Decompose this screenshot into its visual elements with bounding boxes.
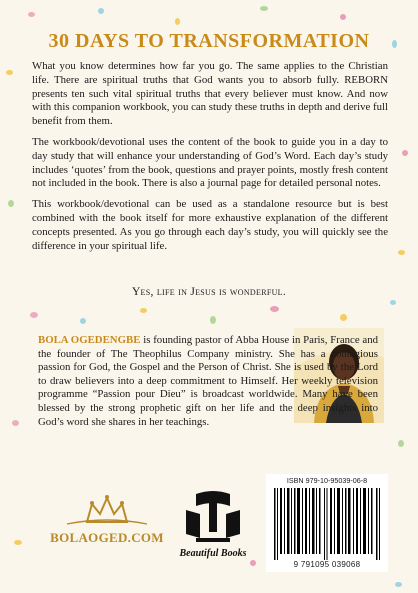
blurb-paragraph-3: This workbook/devotional can be used as a standalone resource but is best combined with the book itself for more exhaustive explanation of the different concepts presented. As you go through each day’s study, you will quickly see the difference in your spiritual life. — [32, 198, 388, 252]
isbn-barcode — [266, 474, 388, 572]
tagline: Yes, life in Jesus is wonderful. — [131, 286, 287, 298]
bolaoged-logo — [42, 490, 172, 560]
blurb-paragraph-1: What you know determines how far you go. The same applies to the Christian life. There are spiritual truths that God wants you to absorb fully. REBORN presents ten such vital spiritual truths that every believer must know. And now with this companion workbook, you can study these truths in depth and derive full benefit from them. — [32, 60, 388, 128]
barcode-icon — [266, 486, 388, 562]
author-bio — [38, 334, 378, 429]
back-cover-title: 30 DAYS TO TRANSFORMATION — [48, 30, 370, 52]
blurb-paragraph-2: The workbook/devotional uses the content of the book to guide you in a day to day study that will enhance your understanding of God’s Word. Each day’s study includes ‘quotes’ from the book, questions and prayer points, mostly fresh content not included in the book. There is also a journal page for detailed personal notes. — [32, 135, 388, 190]
publisher-name: Beautiful Books — [179, 548, 247, 559]
isbn-number: ISBN 979-10-95039-06-8 — [286, 476, 368, 485]
book-blurb — [32, 60, 388, 260]
publisher-logo — [178, 488, 248, 568]
book-stack-icon — [178, 488, 248, 548]
author-bio-text: is founding pastor of Abba House in Paris, France and the founder of The Theophilus Company ministry. She has a contagious passion for God, the Gospel and the Person of Christ. She is used by the Lord to draw believers into a deep commitment to Himself. Her weekly television programme “Passion pour Dieu” is broadcast worldwide. Many have been blessed by the strong prophetic gift on her life and the deep insights into God’s word she shares in her teachings. — [38, 334, 379, 428]
barcode-digits: 9 791095 039068 — [293, 560, 361, 569]
website-domain: BOLAOGED.COM — [50, 530, 164, 545]
crown-icon — [42, 490, 172, 530]
author-name: BOLA OGEDENGBE — [38, 334, 141, 346]
